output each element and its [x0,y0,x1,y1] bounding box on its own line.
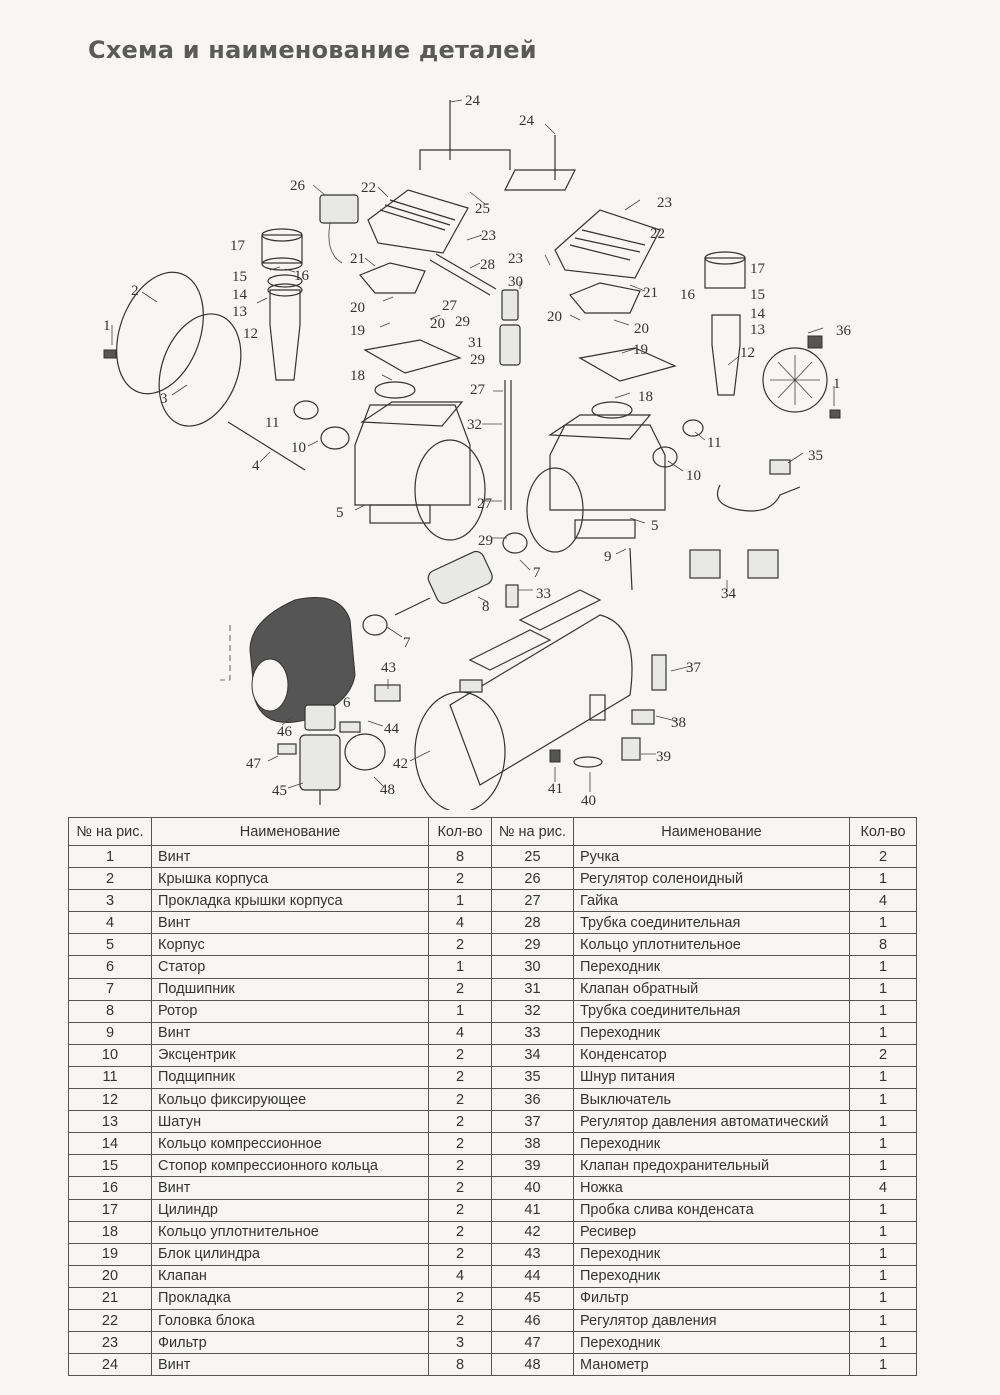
cell-name: Конденсатор [574,1044,850,1066]
cell-name: Кольцо компрессионное [152,1133,429,1155]
cell-number: 13 [69,1111,152,1133]
callout-27: 27 [442,298,457,314]
cell-number: 42 [492,1221,574,1243]
cell-name: Переходник [574,956,850,978]
cell-name: Прокладка [152,1287,429,1309]
cell-number: 31 [492,978,574,1000]
cell-name: Винт [152,1177,429,1199]
callout-30: 30 [508,274,523,290]
table-row [69,1354,917,1376]
cell-qty: 1 [850,1354,917,1376]
table-row [69,1221,917,1243]
page-title: Схема и наименование деталей [88,36,537,64]
cell-qty: 4 [850,890,917,912]
cell-name: Ножка [574,1177,850,1199]
callout-40: 40 [581,793,596,809]
rotor-part [395,549,495,615]
cell-number: 47 [492,1332,574,1354]
svg-text:23: 23 [508,251,523,267]
header-name: Наименование [574,818,850,846]
callout-6: 6 [343,695,351,711]
cell-name: Ручка [574,846,850,868]
pressure-gauge [345,734,385,770]
svg-text:20: 20 [634,321,649,337]
cell-name: Гайка [574,890,850,912]
cell-qty: 8 [429,1354,492,1376]
cell-qty: 2 [429,868,492,890]
cell-number: 18 [69,1221,152,1243]
screw-part [104,350,116,358]
cell-name: Подщипник [152,1066,429,1088]
table-row [69,846,917,868]
header-qty: Кол-во [850,818,917,846]
callout-16: 16 [294,268,309,284]
receiver-tank [415,590,632,810]
cell-name: Переходник [574,1133,850,1155]
table-row [69,1155,917,1177]
valve-plate-left [365,340,460,373]
cell-qty: 1 [850,1332,917,1354]
callout-39: 39 [656,749,671,765]
callout-48: 48 [380,782,395,798]
callout-17: 17 [230,238,245,254]
callout-24: 24 [465,93,480,109]
table-row [69,934,917,956]
svg-text:5: 5 [651,518,659,534]
cell-qty: 1 [850,1000,917,1022]
svg-text:27: 27 [477,496,492,512]
callout-32: 32 [467,417,482,433]
connecting-pipe [505,380,511,510]
table-row [69,890,917,912]
cell-name: Статор [152,956,429,978]
cell-qty: 1 [429,956,492,978]
cell-qty: 1 [850,1111,917,1133]
cell-qty: 1 [850,1022,917,1044]
cell-name: Стопор компрессионного кольца [152,1155,429,1177]
callout-9: 9 [604,549,612,565]
table-row [69,1309,917,1331]
table-header-row [69,818,917,846]
callout-15: 15 [232,269,247,285]
cell-number: 14 [69,1133,152,1155]
cell-number: 32 [492,1000,574,1022]
callout-22: 22 [361,180,376,196]
cell-qty: 1 [850,1066,917,1088]
cell-qty: 1 [850,1287,917,1309]
cell-number: 45 [492,1287,574,1309]
table-row [69,1177,917,1199]
cell-name: Переходник [574,1022,850,1044]
table-row [69,1066,917,1088]
callout-8: 8 [482,599,490,615]
table-row [69,1111,917,1133]
header-number: № на рис. [69,818,152,846]
cell-number: 33 [492,1022,574,1044]
parts-table [68,817,917,1376]
callout-1: 1 [103,318,111,334]
table-row [69,1089,917,1111]
table-row [69,1332,917,1354]
cell-name: Клапан [152,1265,429,1287]
cell-number: 34 [492,1044,574,1066]
callout-45: 45 [272,783,287,799]
callout-labels [103,93,852,809]
cell-number: 35 [492,1066,574,1088]
callout-7: 7 [403,635,411,651]
cell-number: 7 [69,978,152,1000]
callout-11: 11 [265,415,280,431]
cell-name: Прокладка крышки корпуса [152,890,429,912]
cell-qty: 4 [429,912,492,934]
cell-name: Переходник [574,1265,850,1287]
cell-number: 37 [492,1111,574,1133]
svg-text:22: 22 [650,226,665,242]
cell-number: 15 [69,1155,152,1177]
handle-part [420,150,510,170]
cell-number: 3 [69,890,152,912]
callout-21: 21 [350,251,365,267]
cell-number: 21 [69,1287,152,1309]
cell-number: 39 [492,1155,574,1177]
cell-qty: 1 [850,912,917,934]
cell-number: 41 [492,1199,574,1221]
callout-33: 33 [536,586,551,602]
cell-name: Винт [152,912,429,934]
cell-number: 40 [492,1177,574,1199]
cell-qty: 3 [429,1332,492,1354]
cell-number: 16 [69,1177,152,1199]
svg-text:29: 29 [478,533,493,549]
callout-19: 19 [350,323,365,339]
body-right [527,415,665,552]
cell-name: Клапан обратный [574,978,850,1000]
cell-name: Регулятор соленоидный [574,868,850,890]
cell-number: 27 [492,890,574,912]
cell-number: 6 [69,956,152,978]
cell-qty: 8 [850,934,917,956]
svg-text:24: 24 [519,113,534,129]
cell-name: Эксцентрик [152,1044,429,1066]
table-row [69,1022,917,1044]
cell-number: 5 [69,934,152,956]
table-row [69,912,917,934]
callout-13: 13 [232,304,247,320]
cell-name: Кольцо фиксирующее [152,1089,429,1111]
callout-23: 23 [481,228,496,244]
cell-name: Блок цилиндра [152,1243,429,1265]
cell-number: 22 [69,1309,152,1331]
cell-name: Винт [152,846,429,868]
cell-qty: 2 [429,1243,492,1265]
cell-name: Выключатель [574,1089,850,1111]
cell-qty: 1 [850,978,917,1000]
cell-number: 28 [492,912,574,934]
cell-name: Шнур питания [574,1066,850,1088]
svg-text:21: 21 [643,285,658,301]
valve-plate-right [580,348,675,381]
svg-text:18: 18 [638,389,653,405]
cell-qty: 2 [429,1133,492,1155]
cell-name: Шатун [152,1111,429,1133]
cell-number: 17 [69,1199,152,1221]
cell-number: 4 [69,912,152,934]
svg-text:12: 12 [740,345,755,361]
exploded-parts-diagram [0,80,1000,810]
cell-qty: 4 [850,1177,917,1199]
table-row [69,1243,917,1265]
svg-text:16: 16 [680,287,695,303]
cell-qty: 1 [429,890,492,912]
cell-number: 20 [69,1265,152,1287]
cell-name: Цилиндр [152,1199,429,1221]
cell-qty: 1 [850,956,917,978]
cell-qty: 4 [429,1022,492,1044]
table-row [69,1044,917,1066]
header-number: № на рис. [492,818,574,846]
stator-part [250,598,355,723]
callout-14: 14 [232,287,247,303]
cell-qty: 1 [429,1000,492,1022]
callout-25: 25 [475,201,490,217]
callout-35: 35 [808,448,823,464]
callout-46: 46 [277,724,292,740]
cell-number: 44 [492,1265,574,1287]
table-row [69,1287,917,1309]
svg-text:20: 20 [547,309,562,325]
svg-text:17: 17 [750,261,765,277]
callout-38: 38 [671,715,686,731]
callout-37: 37 [686,660,701,676]
cell-name: Корпус [152,934,429,956]
svg-text:29: 29 [470,352,485,368]
table-row [69,1265,917,1287]
cell-qty: 2 [429,1111,492,1133]
callout-42: 42 [393,756,408,772]
callout-41: 41 [548,781,563,797]
cell-qty: 2 [429,1089,492,1111]
cell-name: Фильтр [152,1332,429,1354]
cell-number: 24 [69,1354,152,1376]
pressure-switch [652,655,666,690]
callout-43: 43 [381,660,396,676]
cell-qty: 1 [850,1155,917,1177]
svg-text:20: 20 [430,316,445,332]
svg-text:11: 11 [707,435,722,451]
cell-number: 9 [69,1022,152,1044]
cell-qty: 1 [850,1309,917,1331]
cell-qty: 2 [429,934,492,956]
callout-31: 31 [468,335,483,351]
svg-text:10: 10 [686,468,701,484]
callout-18: 18 [350,368,365,384]
cell-qty: 1 [850,1199,917,1221]
cell-qty: 2 [850,846,917,868]
cell-name: Переходник [574,1332,850,1354]
callout-34: 34 [721,586,736,602]
head-left [360,190,468,293]
cell-number: 38 [492,1133,574,1155]
cell-qty: 1 [850,1221,917,1243]
cell-number: 8 [69,1000,152,1022]
table-row [69,956,917,978]
cell-name: Головка блока [152,1309,429,1331]
callout-28: 28 [480,257,495,273]
callout-3: 3 [160,391,168,407]
cell-qty: 2 [429,1155,492,1177]
callout-4: 4 [252,458,260,474]
cell-number: 10 [69,1044,152,1066]
callout-44: 44 [384,721,399,737]
cell-qty: 2 [429,1044,492,1066]
table-row [69,1133,917,1155]
cell-name: Переходник [574,1243,850,1265]
table-row [69,1000,917,1022]
svg-text:23: 23 [657,195,672,211]
cell-name: Трубка соединительная [574,912,850,934]
cell-name: Пробка слива конденсата [574,1199,850,1221]
callout-2: 2 [131,283,139,299]
callout-12: 12 [243,326,258,342]
callout-10: 10 [291,440,306,456]
cell-name: Винт [152,1354,429,1376]
body-left [355,402,485,540]
callout-20: 20 [350,300,365,316]
cell-name: Кольцо уплотнительное [152,1221,429,1243]
callout-5: 5 [336,505,344,521]
cell-number: 2 [69,868,152,890]
connecting-rod-left [270,290,300,380]
cell-qty: 1 [850,868,917,890]
cell-name: Клапан предохранительный [574,1155,850,1177]
cell-name: Крышка корпуса [152,868,429,890]
cell-number: 36 [492,1089,574,1111]
cell-number: 48 [492,1354,574,1376]
cell-qty: 2 [429,1287,492,1309]
capacitor [690,550,720,578]
cell-qty: 2 [429,1199,492,1221]
callout-36: 36 [836,323,851,339]
cell-name: Подшипник [152,978,429,1000]
cell-qty: 1 [850,1089,917,1111]
svg-text:1: 1 [833,376,841,392]
solenoid-regulator [320,195,358,223]
table-body [69,846,917,1376]
cell-name: Ротор [152,1000,429,1022]
power-cord [718,485,801,511]
cell-number: 46 [492,1309,574,1331]
cell-number: 1 [69,846,152,868]
cell-name: Трубка соединительная [574,1000,850,1022]
cell-qty: 1 [850,1133,917,1155]
cell-name: Ресивер [574,1221,850,1243]
filter-regulator [300,705,340,805]
svg-text:14: 14 [750,306,765,322]
table-row [69,868,917,890]
cell-name: Регулятор давления автоматический [574,1111,850,1133]
cell-qty: 2 [429,1221,492,1243]
cell-qty: 2 [850,1044,917,1066]
callout-26: 26 [290,178,305,194]
cell-qty: 1 [850,1265,917,1287]
svg-text:19: 19 [633,342,648,358]
svg-text:7: 7 [533,565,541,581]
header-name: Наименование [152,818,429,846]
cell-name: Манометр [574,1354,850,1376]
cell-name: Фильтр [574,1287,850,1309]
cell-qty: 4 [429,1265,492,1287]
cell-qty: 2 [429,1309,492,1331]
cell-qty: 2 [429,978,492,1000]
cell-name: Винт [152,1022,429,1044]
table-row [69,978,917,1000]
svg-text:27: 27 [470,382,485,398]
svg-text:15: 15 [750,287,765,303]
cell-name: Регулятор давления [574,1309,850,1331]
cell-number: 29 [492,934,574,956]
cell-qty: 2 [429,1177,492,1199]
cell-number: 23 [69,1332,152,1354]
cell-qty: 8 [429,846,492,868]
table-row [69,1199,917,1221]
callout-47: 47 [246,756,261,772]
header-qty: Кол-во [429,818,492,846]
cell-qty: 2 [429,1066,492,1088]
cell-name: Кольцо уплотнительное [574,934,850,956]
cell-number: 26 [492,868,574,890]
callout-29: 29 [455,314,470,330]
cell-number: 11 [69,1066,152,1088]
cell-number: 19 [69,1243,152,1265]
cell-number: 30 [492,956,574,978]
cell-qty: 1 [850,1243,917,1265]
svg-text:13: 13 [750,322,765,338]
cell-number: 43 [492,1243,574,1265]
cell-number: 12 [69,1089,152,1111]
cell-number: 25 [492,846,574,868]
